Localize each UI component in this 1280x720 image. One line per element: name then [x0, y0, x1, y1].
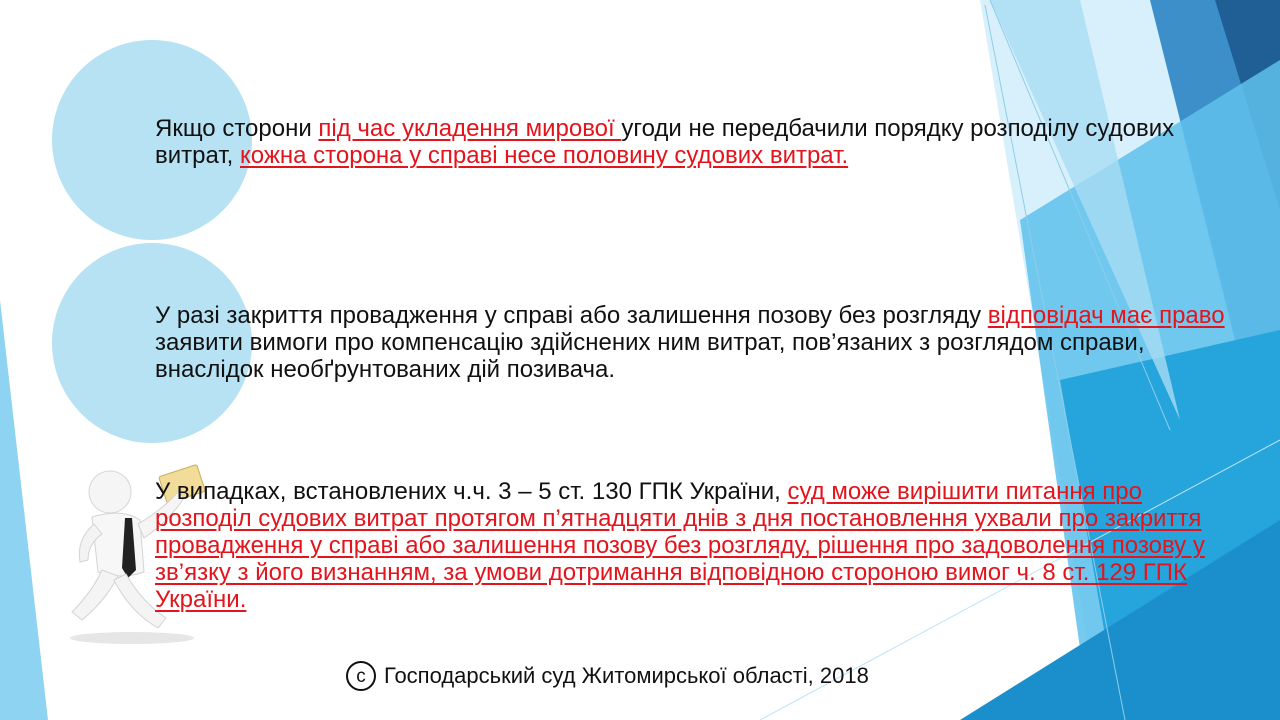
copyright-icon: c	[346, 661, 376, 691]
p2-text-1: У разі закриття провадження у справі або залишення позову без розгляду	[155, 302, 988, 329]
paragraph-settlement-costs	[155, 115, 1235, 169]
paragraph-court-distribution	[155, 478, 1235, 613]
left-edge-shape	[0, 300, 48, 720]
p1-text-2: угоди не передбачили порядку розподілу судових витрат,	[155, 115, 1175, 169]
p2-text-2: заявити вимоги про компенсацію здійснених ним витрат, пов’язаних з розглядом справи, внаслідок необґрунтованих дій позивача.	[155, 329, 1145, 383]
p1-text-1: Якщо сторони	[155, 115, 319, 142]
footer-text: Господарський суд Житомирської області, 2018	[384, 663, 869, 688]
footer-copyright	[346, 660, 869, 692]
p3-highlight-1: суд може вирішити питання про розподіл судових витрат протягом п’ятнадцяти днів з дня постановлення ухвали про закриття провадження у справі або залишення позову без розгляду, рішення про задоволення позову у зв’язку з його визнанням, за умови дотримання відповідною стороною вимог ч. 8 ст. 129 ГПК України.	[155, 478, 1205, 613]
p1-highlight-2: кожна сторона у справі несе половину судових витрат.	[239, 142, 849, 169]
p2-highlight-1: відповідач має право	[987, 302, 1225, 329]
p1-highlight-1: під час укладення мирової	[318, 115, 622, 142]
p3-text-1: У випадках, встановлених ч.ч. 3 – 5 ст. 130 ГПК України,	[155, 478, 788, 505]
paragraph-defendant-compensation	[155, 302, 1235, 383]
